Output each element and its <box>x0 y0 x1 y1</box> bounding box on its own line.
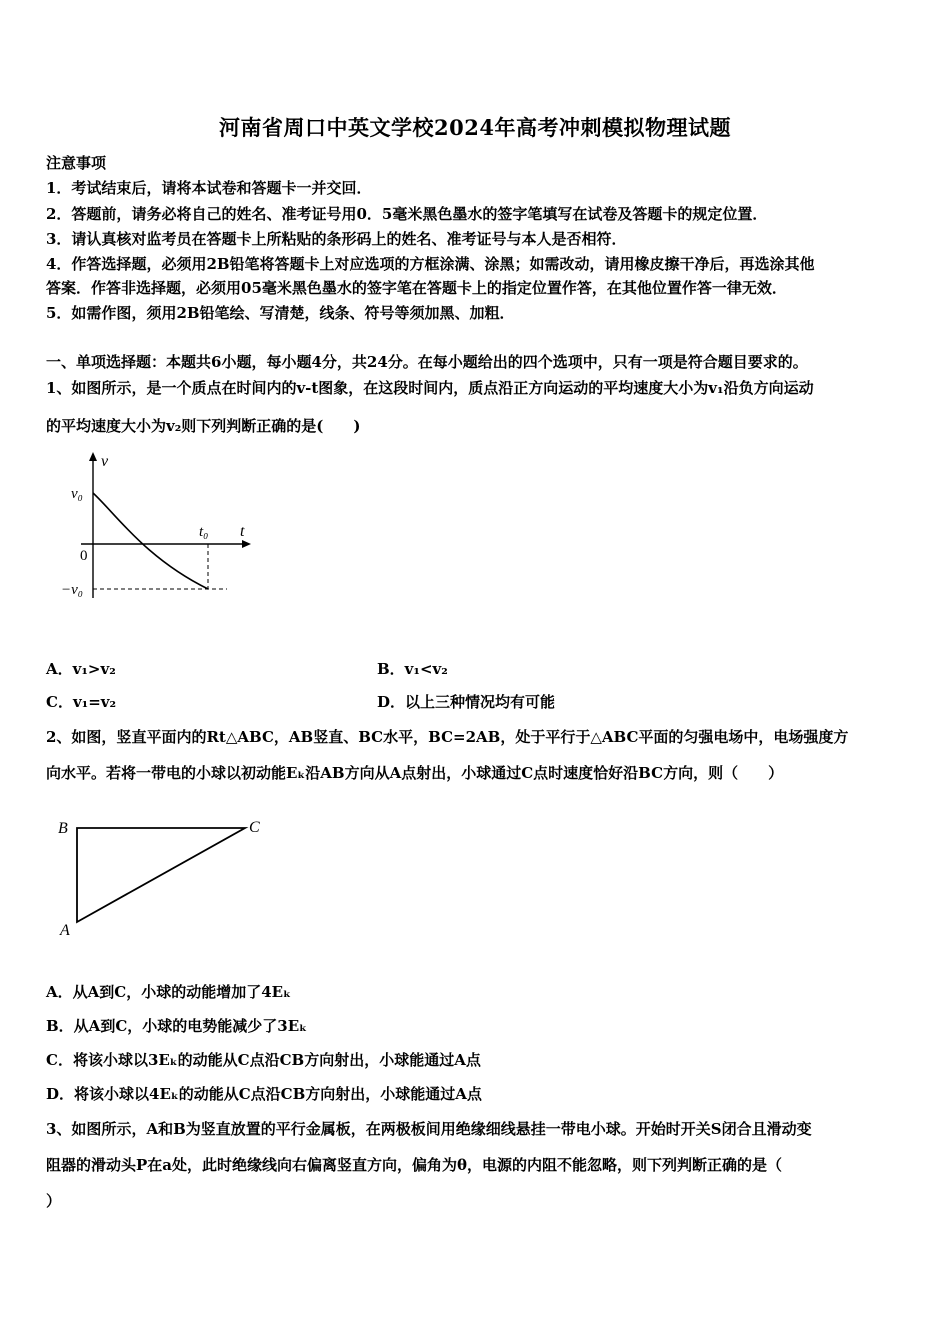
q2-option-b: B．从A到C，小球的电势能减少了3Eₖ <box>46 1017 307 1035</box>
v0-label: v₀ <box>71 486 83 502</box>
section-heading: 一、单项选择题：本题共6小题，每小题4分，共24分。在每小题给出的四个选项中，只有一项是符合题目要求的。 <box>46 353 808 371</box>
notice-item: 2．答题前，请务必将自己的姓名、准考证号用0．5毫米黑色墨水的签字笔填写在试卷及答题卡的规定位置． <box>46 205 768 223</box>
label-a: A <box>60 922 70 939</box>
label-c: C <box>249 819 260 836</box>
q1-option-b: B．v₁<v₂ <box>377 660 448 678</box>
triangle-diagram <box>55 812 275 944</box>
origin-label: 0 <box>80 548 88 564</box>
vt-graph <box>55 448 265 608</box>
question-3-line-3: ） <box>46 1192 62 1210</box>
t-axis-label: t <box>240 523 245 540</box>
t0-label: t₀ <box>199 524 209 540</box>
v-axis-arrow <box>89 452 97 461</box>
notice-item: 5．如需作图，须用2B铅笔绘、写清楚，线条、符号等须加黑、加粗． <box>46 304 515 322</box>
notice-item: 答案．作答非选择题，必须用05毫米黑色墨水的签字笔在答题卡上的指定位置作答，在其他位置作答一律无效． <box>46 279 787 297</box>
q1-option-a: A．v₁>v₂ <box>46 660 116 678</box>
neg-v0-label: −v₀ <box>61 582 83 598</box>
question-2-line-2: 向水平。若将一带电的小球以初动能Eₖ沿AB方向从A点射出，小球通过C点时速度恰好沿BC方向，则（ ） <box>46 764 784 782</box>
question-3-line-2: 阻器的滑动头P在a处，此时绝缘线向右偏离竖直方向，偏角为θ，电源的内阻不能忽略，则下列判断正确的是（ <box>46 1156 783 1174</box>
question-1-line-2: 的平均速度大小为v₂则下列判断正确的是( ) <box>46 417 361 435</box>
question-3-line-1: 3、如图所示，A和B为竖直放置的平行金属板，在两极板间用绝缘细线悬挂一带电小球。开始时开关S闭合且滑动变 <box>46 1120 812 1138</box>
label-b: B <box>58 820 68 837</box>
page-title: 河南省周口中英文学校2024年高考冲刺模拟物理试题 <box>219 115 731 140</box>
velocity-curve <box>93 493 208 589</box>
notice-item: 3．请认真核对监考员在答题卡上所粘贴的条形码上的姓名、准考证号与本人是否相符． <box>46 230 627 248</box>
t-axis-arrow <box>242 540 251 548</box>
question-1-line-1: 1、如图所示，是一个质点在时间内的v-t图象，在这段时间内，质点沿正方向运动的平均速度大小为v₁沿负方向运动 <box>46 379 814 397</box>
notice-item: 4．作答选择题，必须用2B铅笔将答题卡上对应选项的方框涂满、涂黑；如需改动，请用橡皮擦干净后，再选涂其他 <box>46 255 815 273</box>
notice-item: 1．考试结束后，请将本试卷和答题卡一并交回． <box>46 179 372 197</box>
question-2-line-1: 2、如图，竖直平面内的Rt△ABC，AB竖直、BC水平，BC=2AB，处于平行于△ABC平面的匀强电场中，电场强度方 <box>46 728 849 746</box>
triangle-abc <box>77 828 245 922</box>
q2-option-a: A．从A到C，小球的动能增加了4Eₖ <box>46 983 291 1001</box>
v-axis-label: v <box>101 453 109 470</box>
q2-option-d: D．将该小球以4Eₖ的动能从C点沿CB方向射出，小球能通过A点 <box>46 1085 482 1103</box>
q1-option-d: D．以上三种情况均有可能 <box>377 693 556 711</box>
q1-option-c: C．v₁=v₂ <box>46 693 117 711</box>
notice-heading: 注意事项 <box>46 154 107 172</box>
q2-option-c: C．将该小球以3Eₖ的动能从C点沿CB方向射出，小球能通过A点 <box>46 1051 481 1069</box>
